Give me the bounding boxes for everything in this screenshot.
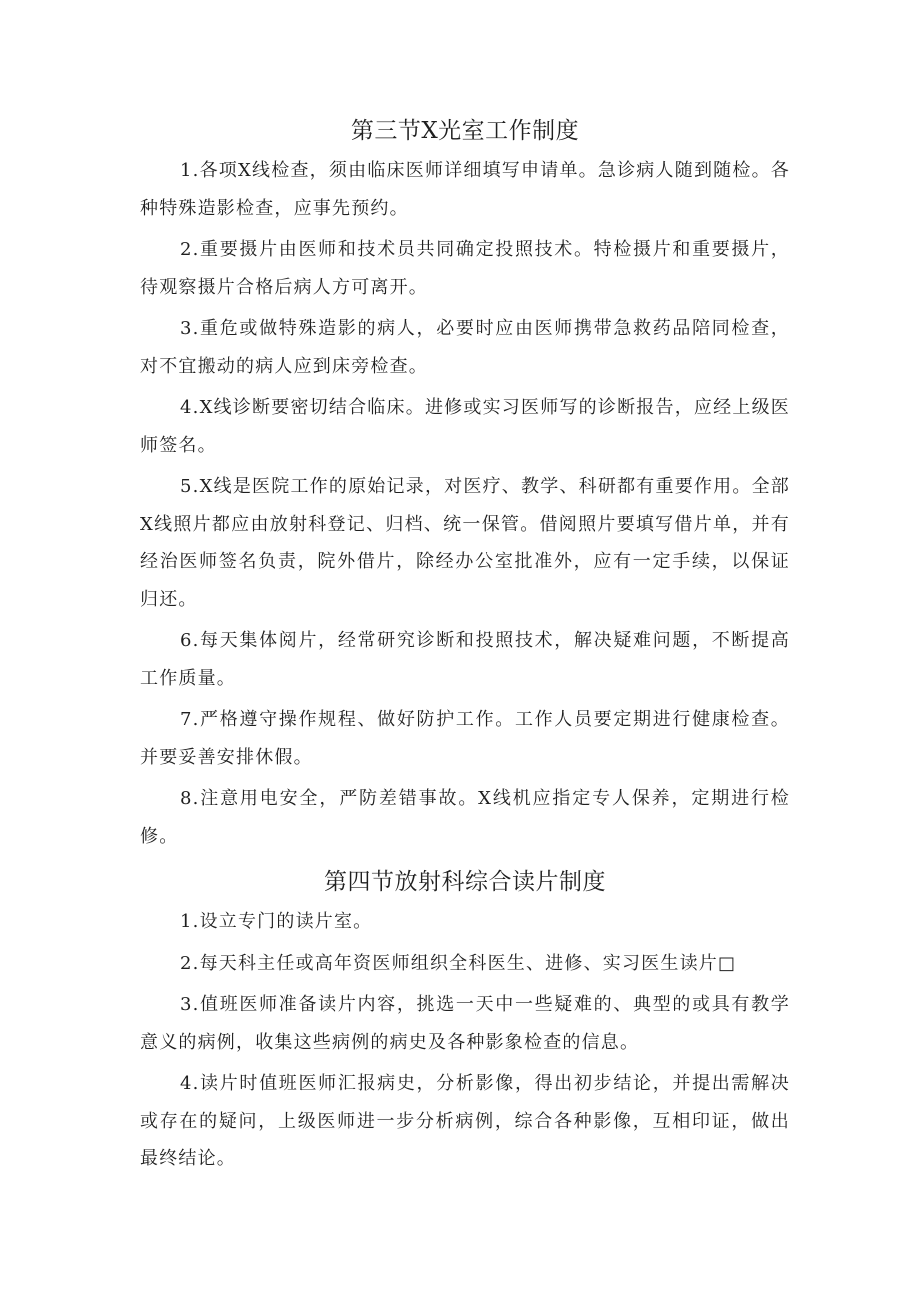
section4-item-2: 2.每天科主任或高年资医师组织全科医生、进修、实习医生读片□ (180, 952, 737, 974)
section3-item-8: 8.注意用电安全，严防差错事故。X线机应指定专人保养，定期进行检修。 (140, 788, 790, 847)
document-page (140, 112, 790, 1178)
section3-item-5: 5.X线是医院工作的原始记录，对医疗、教学、科研都有重要作用。全部X线照片都应由放射科登记、归档、统一保管。借阅照片要填写借片单，并有经治医师签名负责，院外借片，除经办公室批准外，应有一定手续，以保证归还。 (140, 476, 790, 610)
section4-item-4: 4.读片时值班医师汇报病史，分析影像，得出初步结论，并提出需解决或存在的疑问，上级医师进一步分析病例，综合各种影像，互相印证，做出最终结论。 (140, 1073, 790, 1169)
section3-item-7: 7.严格遵守操作规程、做好防护工作。工作人员要定期进行健康检查。并要妥善安排休假。 (140, 709, 790, 768)
section3-item-2: 2.重要摄片由医师和技术员共同确定投照技术。特检摄片和重要摄片，待观察摄片合格后病人方可离开。 (140, 239, 790, 298)
section4-item-1: 1.设立专门的读片室。 (180, 911, 373, 932)
section4-item-3: 3.值班医师准备读片内容，挑选一天中一些疑难的、典型的或具有教学意义的病例，收集这些病例的病史及各种影象检查的信息。 (140, 994, 790, 1053)
section3-item-3: 3.重危或做特殊造影的病人，必要时应由医师携带急救药品陪同检查，对不宜搬动的病人应到床旁检查。 (140, 318, 790, 377)
section3-item-1: 1.各项X线检查，须由临床医师详细填写申请单。急诊病人随到随检。各种特殊造影检查，应事先预约。 (140, 160, 790, 219)
section3-item-6: 6.每天集体阅片，经常研究诊断和投照技术，解决疑难问题，不断提高工作质量。 (140, 630, 790, 689)
section3-title: 第三节X光室工作制度 (350, 118, 580, 144)
section4-title: 第四节放射科综合读片制度 (324, 869, 606, 895)
section3-item-4: 4.X线诊断要密切结合临床。进修或实习医师写的诊断报告，应经上级医师签名。 (140, 397, 790, 456)
